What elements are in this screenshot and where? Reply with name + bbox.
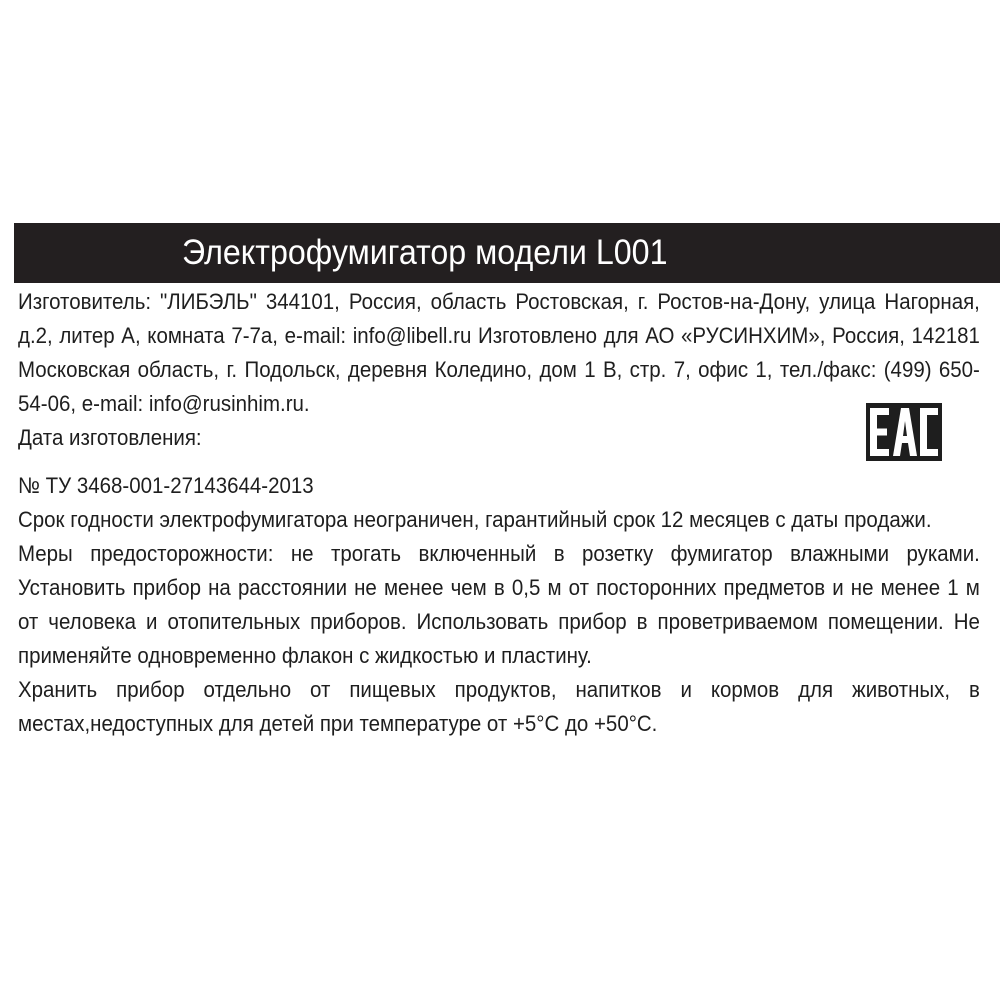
tu-number: № ТУ 3468-001-27143644-2013	[18, 473, 314, 498]
title-bar	[14, 223, 1000, 283]
shelf-life-text: Срок годности электрофумигатора неограничен, гарантийный срок 12 месяцев с даты продажи.	[18, 507, 932, 532]
production-date-label: Дата изготовления:	[18, 425, 202, 450]
eac-certification-mark	[866, 403, 942, 461]
label-text-block	[18, 285, 980, 741]
precautions-text: Меры предосторожности: не трогать включенный в розетку фумигатор влажными руками. Установить прибор на расстоянии не менее чем в 0,5 м от посторонних предметов и не менее 1 м от человека и отопительных приборов. Использовать прибор в проветриваемом помещении. Не применяйте одновременно флакон с жидкостью и пластину.	[18, 541, 980, 668]
storage-text: Хранить прибор отдельно от пищевых продуктов, напитков и кормов для животных, в местах,недоступных для детей при температуре от +5°C до +50°C.	[18, 677, 980, 736]
product-title: Электрофумигатор модели L001	[182, 233, 668, 272]
manufacturer-info: Изготовитель: "ЛИБЭЛЬ" 344101, Россия, область Ростовская, г. Ростов-на-Дону, улица Нагорная, д.2, литер А, комната 7-7а, e-mail: info@libell.ru Изготовлено для АО «РУСИНХИМ», Россия, 142181 Московская область, г. Подольск, деревня Коледино, дом 1 В, стр. 7, офис 1, тел./факс: (499) 650-54-06, e-mail: info@rusinhim.ru.	[18, 289, 980, 416]
eac-logo-icon	[866, 403, 942, 461]
